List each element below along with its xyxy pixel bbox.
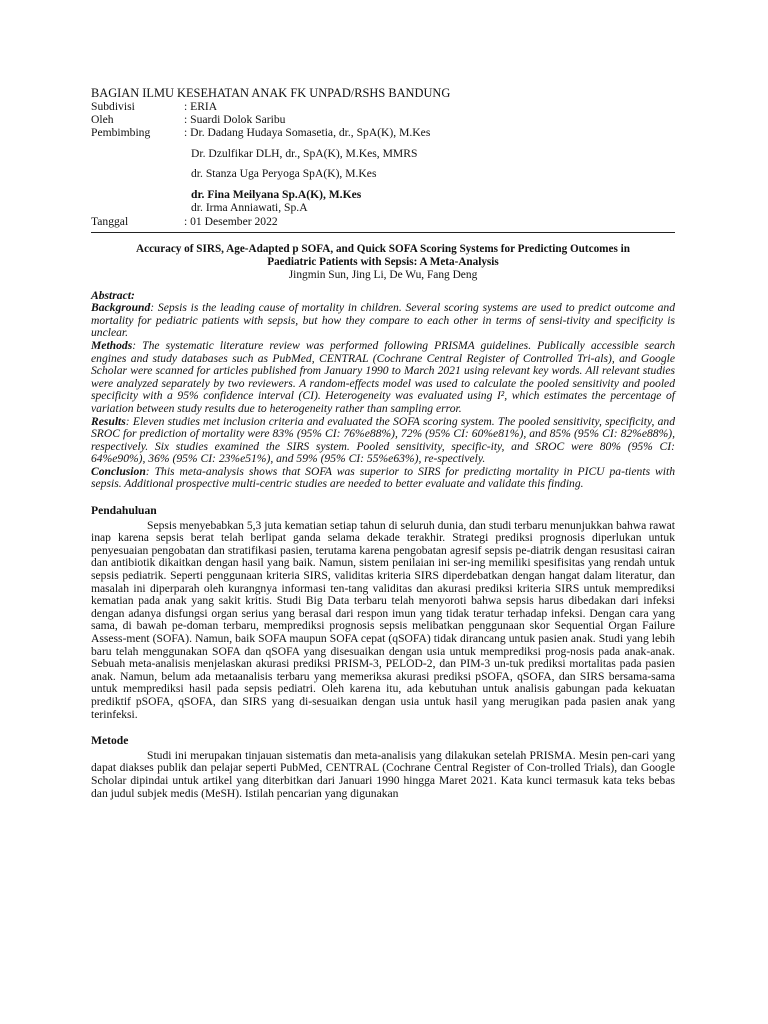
meta-value: : Suardi Dolok Saribu (184, 113, 286, 127)
document-page (91, 86, 675, 800)
section-heading-introduction: Pendahuluan (91, 504, 157, 518)
meta-label: Oleh (91, 113, 114, 127)
article-title (91, 243, 675, 269)
meta-row-subdivision (91, 100, 675, 113)
abstract-text: : Eleven studies met inclusion criteria and evaluated the SOFA scoring system. The pooled sensitivity, specificity, and SROC for prediction of mortality were 83% (95% CI: 76%e88%), 72% (95% CI: 60%e81%), and 85% (95% CI: 82%e88%), respectively. Six studies examined the SIRS system. Pooled sensitivity, specific-ity, and SROC were 80% (95% CI: 64%e90%), 36% (95% CI: 23%e51%), and 59% (95% CI: 55%e63%), re-spectively. (91, 414, 675, 466)
meta-value: : Dr. Dadang Hudaya Somasetia, dr., SpA(K), M.Kes (184, 126, 431, 140)
meta-label: Tanggal (91, 214, 129, 228)
supervisor-5: dr. Irma Anniawati, Sp.A (191, 201, 308, 215)
abstract-label: Methods (91, 338, 133, 352)
abstract-text: : The systematic literature review was performed following PRISMA guidelines. Publically accessible search engines and study databases such as PubMed, CENTRAL (Cochrane Central Register of Controlled Tri-als), and Google Scholar were scanned for articles published from January 1990 to March 2021 using relevant key words. All relevant studies were analyzed separately by two reviewers. A random-effects model was used to calculate the pooled sensitivity and pooled specificity with a 95% confidence interval (CI). Heterogeneity was evaluated using I², which estimates the percentage of variation between study results due to heterogeneity rather than sampling error. (91, 338, 675, 415)
meta-label: Subdivisi (91, 100, 135, 113)
meta-label: Pembimbing (91, 126, 151, 140)
abstract-methods (91, 340, 675, 416)
supervisor-2: Dr. Dzulfikar DLH, dr., SpA(K), M.Kes, MMRS (191, 146, 418, 160)
supervisor-3: dr. Stanza Uga Peryoga SpA(K), M.Kes (191, 167, 377, 181)
abstract-label: Results (91, 414, 126, 428)
abstract-background (91, 302, 675, 340)
department-heading: BAGIAN ILMU KESEHATAN ANAK FK UNPAD/RSHS BANDUNG (91, 86, 451, 100)
abstract-label: Conclusion (91, 464, 146, 478)
meta-row-author (91, 113, 675, 126)
meta-row-date (91, 215, 675, 228)
abstract-heading: Abstract: (91, 288, 135, 302)
supervisor-4: dr. Fina Meilyana Sp.A(K), M.Kes (191, 187, 362, 201)
abstract-results (91, 416, 675, 466)
meta-row-supervisor (91, 126, 675, 139)
section-heading-method: Metode (91, 734, 129, 748)
introduction-paragraph: Sepsis menyebabkan 5,3 juta kematian setiap tahun di seluruh dunia, dan studi terbaru menunjukkan bahwa rawat inap karena sepsis berat telah berlipat ganda selama dekade terakhir. Strategi prediksi prognosis diperlukan untuk penyesuaian pengobatan dan stratifikasi pasien, terutama karena pengobatan agresif sepsis pe-diatrik dengan resusitasi cairan dan antibiotik dikaitkan dengan hasil yang baik. Namun, sistem penilaian ini ser-ing memiliki spesifisitas yang rendah untuk sepsis pediatrik. Seperti penggunaan kriteria SIRS, validitas kriteria SIRS diperdebatkan dengan hangat dalam literatur, dan masalah ini diperparah oleh kurangnya informasi ten-tang validitas dan akurasi prediksi kriteria SIRS untuk memprediksi kematian pada anak yang sakit kritis. Studi Big Data terbaru telah menyoroti bahwa sepsis harus dibedakan dari infeksi dengan adanya disfungsi organ serius yang berasal dari respon imun yang tidak teratur terhadap infeksi. Dengan cara yang sama, di bawah pe-doman terbaru, memprediksi prognosis sepsis melibatkan penggunaan skor Sequential Organ Failure Assess-ment (SOFA). Namun, baik SOFA maupun SOFA cepat (qSOFA) tidak dirancang untuk pasien anak. Studi yang lebih baru telah menggunakan SOFA dan qSOFA yang disesuaikan dengan usia untuk memprediksi prog-nosis pada anak-anak. Sebuah meta-analisis menjelaskan akurasi prediksi PRISM-3, PELOD-2, dan PIM-3 un-tuk prediksi mortalitas pada pasien anak. Namun, belum ada metaanalisis terbaru yang memeriksa akurasi prediksi pSOFA, qSOFA, dan SIRS bersama-sama untuk memprediksi hasil pada sepsis pediatri. Oleh karena itu, ada kebutuhan untuk analisis gabungan pada kekuatan prediktif pSOFA, qSOFA, dan SIRS yang di-sesuaikan dengan usia untuk hasil yang merugikan pada pasien anak yang terinfeksi. (91, 518, 675, 721)
article-authors: Jingmin Sun, Jing Li, De Wu, Fang Deng (288, 268, 478, 281)
article-title-line: Accuracy of SIRS, Age-Adapted p SOFA, and Quick SOFA Scoring Systems for Predicting Outcomes in (136, 243, 630, 256)
abstract (91, 290, 675, 492)
abstract-text: : This meta-analysis shows that SOFA was superior to SIRS for predicting mortality in PICU pa-tients with sepsis. Additional prospective multi-centric studies are needed to better evaluate and validate this finding. (91, 464, 675, 491)
header-divider (91, 232, 675, 233)
abstract-text: : Sepsis is the leading cause of mortality in children. Several scoring systems are used to predict outcome and mortality for pediatric patients with sepsis, but how they compare to each other in terms of sensi-tivity and specificity is unclear. (91, 301, 675, 340)
abstract-label: Background (91, 301, 151, 315)
meta-value: : ERIA (184, 100, 218, 113)
article-title-line: Paediatric Patients with Sepsis: A Meta-Analysis (267, 255, 499, 268)
method-paragraph: Studi ini merupakan tinjauan sistematis dan meta-analisis yang dilakukan setelah PRISMA. Mesin pen-cari yang dapat diakses publik dan pelajar seperti PubMed, CENTRAL (Cochrane Central Register of Con-trolled Trials), dan Google Scholar dipindai untuk artikel yang diterbitkan dari Januari 1990 hingga Maret 2021. Kata kunci termasuk kata teks bebas dan judul subjek medis (MeSH). Istilah pencarian yang digunakan (91, 748, 675, 800)
abstract-conclusion (91, 466, 675, 491)
meta-value: : 01 Desember 2022 (184, 214, 278, 228)
